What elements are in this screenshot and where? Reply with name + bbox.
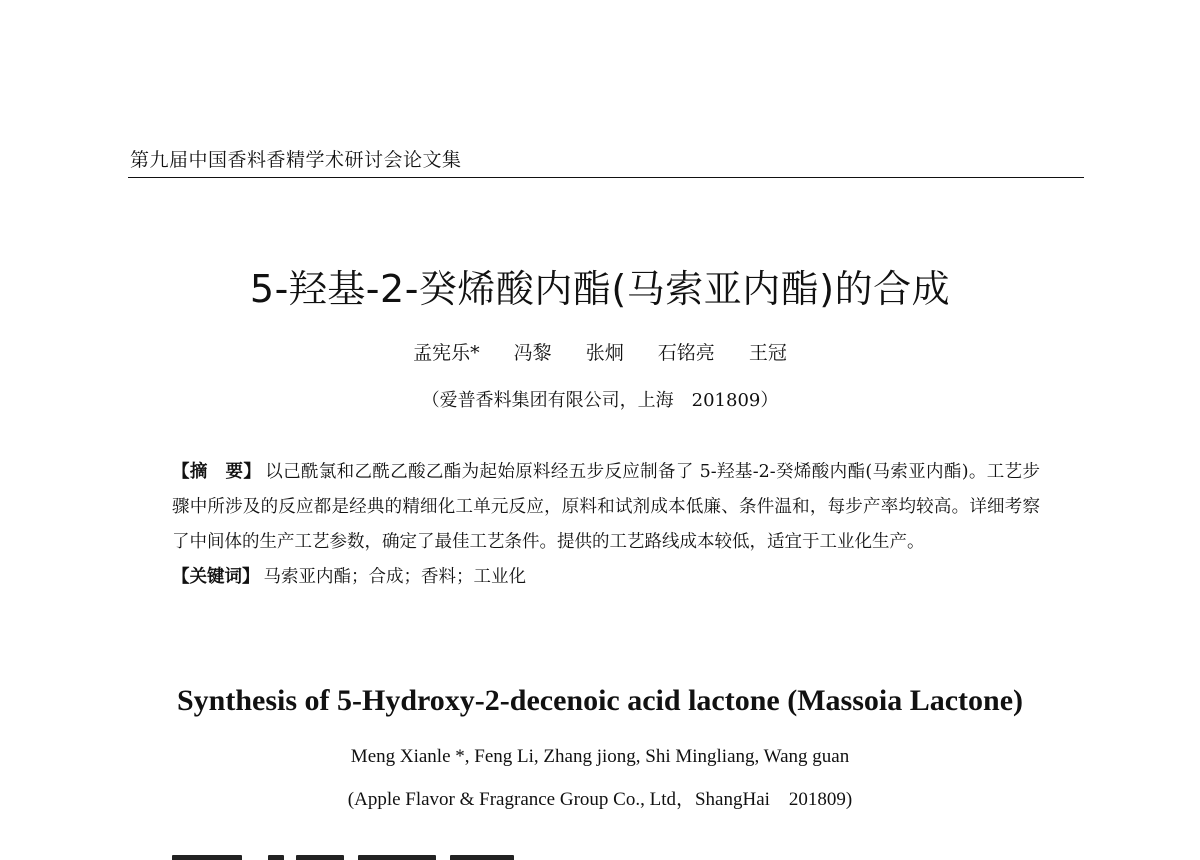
keywords-label: 【关键词】 [172, 567, 260, 587]
title-chinese: 5-羟基-2-癸烯酸内酯(马索亚内酯)的合成 [249, 267, 951, 311]
author-name: 石铭亮 [657, 342, 715, 364]
abstract-label: 【摘 要】 [172, 462, 262, 482]
author-name: 孟宪乐* [413, 342, 480, 364]
affiliation-chinese: （爱普香料集团有限公司，上海 201809） [421, 390, 779, 411]
authors-english: Meng Xianle *, Feng Li, Zhang jiong, Shi Mingliang, Wang guan [350, 746, 850, 767]
cutoff-text-line [172, 849, 572, 860]
author-name: 张炯 [585, 342, 624, 364]
keywords-text: 马索亚内酯；合成；香料；工业化 [263, 567, 526, 587]
keywords-line [172, 560, 1040, 595]
abstract-text: 以己酰氯和乙酰乙酸乙酯为起始原料经五步反应制备了 5-羟基-2-癸烯酸内酯(马索亚内酯)。工艺步骤中所涉及的反应都是经典的精细化工单元反应，原料和试剂成本低廉、条件温和，每步产率均较高。详细考察了中间体的生产工艺参数，确定了最佳工艺条件。提供的工艺路线成本较低，适宜于工业化生产。 [172, 462, 1040, 552]
header-rule [128, 177, 1084, 178]
abstract-paragraph [172, 455, 1040, 560]
authors-chinese [0, 338, 1200, 365]
author-name: 冯黎 [513, 342, 552, 364]
title-english: Synthesis of 5-Hydroxy-2-decenoic acid lactone (Massoia Lactone) [176, 684, 1024, 717]
affiliation-english: (Apple Flavor & Fragrance Group Co., Ltd，ShangHai 201809) [347, 789, 853, 810]
author-name: 王冠 [748, 342, 787, 364]
abstract-section [172, 455, 1040, 595]
running-header: 第九届中国香料香精学术研讨会论文集 [130, 149, 462, 171]
